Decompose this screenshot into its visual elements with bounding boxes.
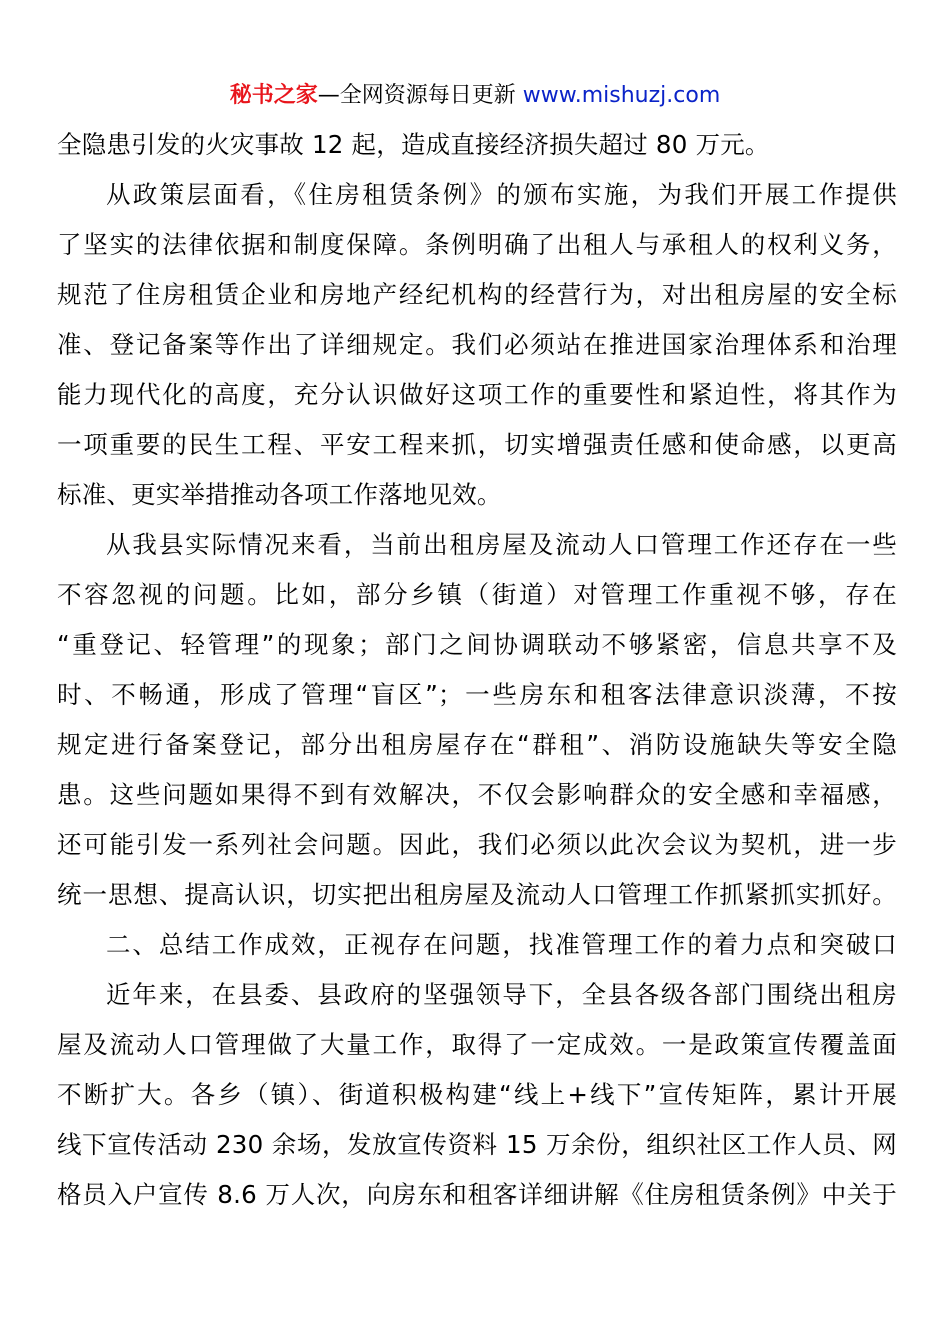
text-line: “重登记、轻管理”的现象；部门之间协调联动不够紧密，信息共享不及 [57,630,897,659]
text-line: 标准、更实举措推动各项工作落地见效。 [57,480,502,509]
text-line: 屋及流动人口管理做了大量工作，取得了一定成效。一是政策宣传覆盖面 [57,1030,897,1059]
text-line: 不容忽视的问题。比如，部分乡镇（街道）对管理工作重视不够，存在 [57,580,897,609]
text-line: 格员入户宣传 8.6 万人次，向房东和租客详细讲解《住房租赁条例》中关于 [57,1180,897,1209]
brand-name: 秘书之家 [229,83,318,108]
text-line: 二、总结工作成效，正视存在问题，找准管理工作的着力点和突破口 [106,930,897,959]
text-line: 从我县实际情况来看，当前出租房屋及流动人口管理工作还存在一些 [106,530,897,559]
text-line: 全隐患引发的火灾事故 12 起，造成直接经济损失超过 80 万元。 [57,130,770,159]
text-line: 从政策层面看，《住房租赁条例》的颁布实施，为我们开展工作提供 [106,180,897,209]
text-line: 还可能引发一系列社会问题。因此，我们必须以此次会议为契机，进一步 [57,830,897,859]
header-tagline: —全网资源每日更新 [317,83,523,108]
text-line: 一项重要的民生工程、平安工程来抓，切实增强责任感和使命感，以更高 [57,430,897,459]
text-line: 患。这些问题如果得不到有效解决，不仅会影响群众的安全感和幸福感， [57,780,897,809]
text-line: 规定进行备案登记，部分出租房屋存在“群租”、消防设施缺失等安全隐 [57,730,897,759]
text-line: 规范了住房租赁企业和房地产经纪机构的经营行为，对出租房屋的安全标 [57,280,897,309]
text-line: 近年来，在县委、县政府的坚强领导下，全县各级各部门围绕出租房 [106,980,897,1009]
text-line: 时、不畅通，形成了管理“盲区”；一些房东和租客法律意识淡薄，不按 [57,680,897,709]
text-line: 了坚实的法律依据和制度保障。条例明确了出租人与承租人的权利义务， [57,230,897,259]
text-line: 线下宣传活动 230 余场，发放宣传资料 15 万余份，组织社区工作人员、网 [57,1130,897,1159]
text-line: 统一思想、提高认识，切实把出租房屋及流动人口管理工作抓紧抓实抓好。 [57,880,897,909]
site-url[interactable]: www.mishuzj.com [522,83,721,108]
page-header [0,80,950,112]
text-line: 准、登记备案等作出了详细规定。我们必须站在推进国家治理体系和治理 [57,330,897,359]
text-line: 能力现代化的高度，充分认识做好这项工作的重要性和紧迫性，将其作为 [57,380,897,409]
document-body [57,120,897,1220]
text-line: 不断扩大。各乡（镇）、街道积极构建“线上+线下”宣传矩阵，累计开展 [57,1080,897,1109]
